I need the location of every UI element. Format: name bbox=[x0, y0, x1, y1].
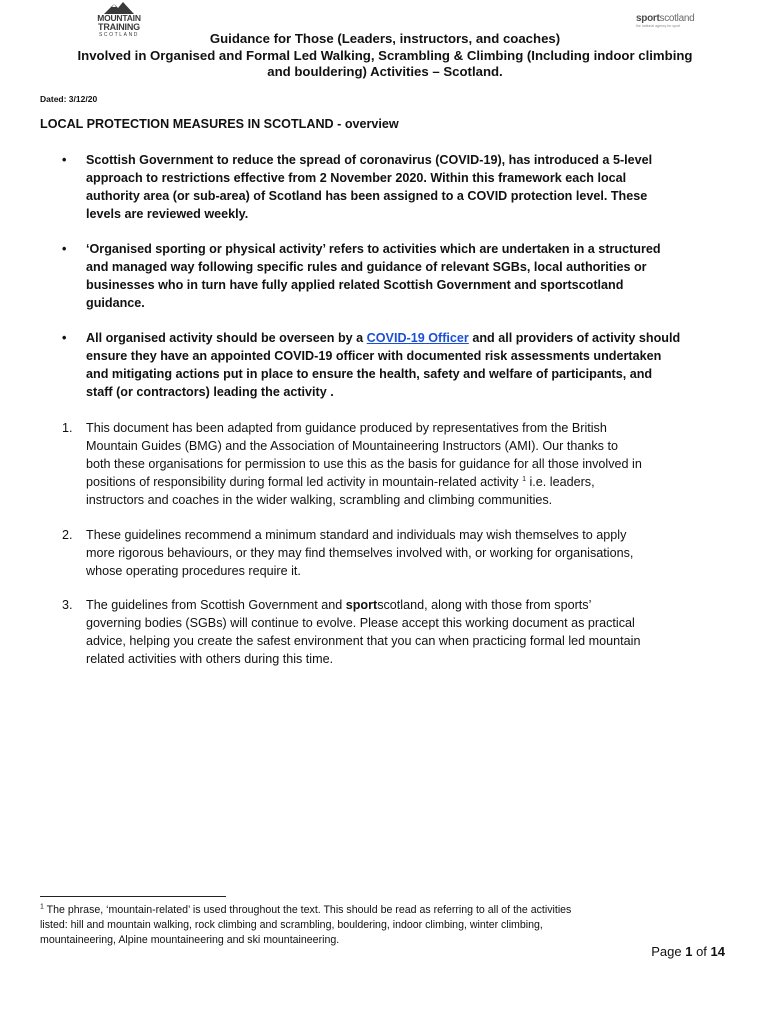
bullet-text bbox=[86, 151, 726, 223]
page-total: 14 bbox=[710, 944, 725, 959]
paragraph-text bbox=[86, 596, 726, 668]
text-fragment: i.e. leaders, bbox=[526, 475, 595, 489]
text-line bbox=[86, 596, 726, 614]
text-line: ensure they have an appointed COVID-19 officer with documented risk assessments undertaken bbox=[86, 349, 662, 363]
page-prefix: Page bbox=[651, 944, 686, 959]
page-of: of bbox=[692, 944, 711, 959]
text-line: staff (or contractors) leading the activity . bbox=[86, 385, 334, 399]
wordmark-scotland: scotland bbox=[659, 13, 695, 24]
text-line: more rigorous behaviours, or they may find themselves involved with, or working for organisations, bbox=[86, 546, 634, 560]
text-line: and managed way following specific rules and guidance of relevant SGBs, local authorities or bbox=[86, 260, 647, 274]
text-fragment: The guidelines from Scottish Government and bbox=[86, 598, 346, 612]
text-line bbox=[86, 329, 726, 347]
text-fragment: positions of responsibility during formal led activity in mountain-related activity bbox=[86, 475, 523, 489]
covid-officer-link[interactable]: COVID-19 Officer bbox=[366, 331, 469, 345]
text-fragment: All organised activity should be overseen by a bbox=[86, 331, 367, 345]
section-heading: LOCAL PROTECTION MEASURES IN SCOTLAND - overview bbox=[40, 117, 399, 131]
bullet-marker: • bbox=[62, 242, 67, 256]
bullet-text bbox=[86, 329, 726, 401]
footnote-marker: 1 bbox=[40, 903, 44, 911]
text-line: advice, helping you create the safest environment that you can when practicing formal led mountain bbox=[86, 634, 641, 648]
paragraph-number: 2. bbox=[62, 528, 73, 542]
text-line: authority area (or sub-area) of Scotland has been assigned to a COVID protection level. These bbox=[86, 189, 648, 203]
text-line: approach to restrictions effective from 2 November 2020. Within this framework each local bbox=[86, 171, 627, 185]
sport-emphasis: sport bbox=[345, 598, 378, 612]
document-title-line1: Guidance for Those (Leaders, instructors, and coaches) bbox=[209, 31, 561, 46]
text-line: related activities with others during this time. bbox=[86, 652, 334, 666]
paragraph-text bbox=[86, 419, 726, 509]
text-fragment: and all providers of activity should bbox=[468, 331, 681, 345]
document-title-line3: and bouldering) Activities – Scotland. bbox=[267, 64, 503, 79]
text-line: This document has been adapted from guidance produced by representatives from the British bbox=[86, 421, 607, 435]
document-title-line2: Involved in Organised and Formal Led Walking, Scrambling & Climbing (Including indoor climbing bbox=[77, 48, 693, 63]
paragraph-number: 1. bbox=[62, 421, 73, 435]
text-line: guidance. bbox=[86, 296, 145, 310]
text-line bbox=[86, 473, 726, 491]
text-line: and mitigating actions put in place to ensure the health, safety and welfare of participants, and bbox=[86, 367, 653, 381]
text-fragment: scotland, along with those from sports’ bbox=[377, 598, 592, 612]
footnote-reference: 1 bbox=[522, 475, 526, 483]
bullet-text bbox=[86, 240, 726, 312]
text-line: Mountain Guides (BMG) and the Association of Mountaineering Instructors (AMI). Our thanks to bbox=[86, 439, 618, 453]
sportscotland-tagline: the national agency for sport bbox=[636, 24, 681, 28]
text-fragment: The phrase, ‘mountain-related’ is used throughout the text. This should be read as referring to all of the activities bbox=[46, 904, 572, 916]
footnote-divider bbox=[40, 896, 226, 897]
text-line: listed: hill and mountain walking, rock climbing and scrambling, bouldering, indoor climbing, winter climbing, bbox=[40, 919, 543, 931]
page-number bbox=[651, 944, 725, 959]
dated-label: Dated: 3/12/20 bbox=[40, 94, 98, 104]
footnote bbox=[40, 903, 730, 948]
text-line: Scottish Government to reduce the spread of coronavirus (COVID-19), has introduced a 5-level bbox=[86, 153, 653, 167]
text-line: These guidelines recommend a minimum standard and individuals may wish themselves to apply bbox=[86, 528, 627, 542]
text-line: levels are reviewed weekly. bbox=[86, 207, 249, 221]
paragraph-text bbox=[86, 526, 726, 580]
sportscotland-logo bbox=[636, 13, 696, 29]
sportscotland-wordmark bbox=[636, 13, 696, 24]
bullet-marker: • bbox=[62, 153, 67, 167]
paragraph-number: 3. bbox=[62, 598, 73, 612]
logo-text-line2: TRAINING bbox=[98, 22, 140, 32]
page-current: 1 bbox=[685, 944, 693, 959]
wordmark-sport: sport bbox=[636, 13, 660, 24]
text-line: mountaineering, Alpine mountaineering and ski mountaineering. bbox=[40, 934, 340, 946]
text-line bbox=[40, 903, 730, 918]
text-line: businesses who in turn have fully applied related Scottish Government and sportscotland bbox=[86, 278, 624, 292]
text-line: ‘Organised sporting or physical activity’ refers to activities which are undertaken in a structured bbox=[86, 242, 661, 256]
text-line: both these organisations for permission to use this as the basis for guidance for all those involved in bbox=[86, 457, 642, 471]
logo-text-line3: SCOTLAND bbox=[98, 32, 140, 38]
text-line: whose operating procedures require it. bbox=[86, 564, 301, 578]
text-line: instructors and coaches in the wider walking, scrambling and climbing communities. bbox=[86, 493, 553, 507]
logo-text-line1: MOUNTAIN bbox=[97, 13, 141, 23]
bullet-marker: • bbox=[62, 331, 67, 345]
text-line: governing bodies (SGBs) will continue to evolve. Please accept this working document as practical bbox=[86, 616, 635, 630]
